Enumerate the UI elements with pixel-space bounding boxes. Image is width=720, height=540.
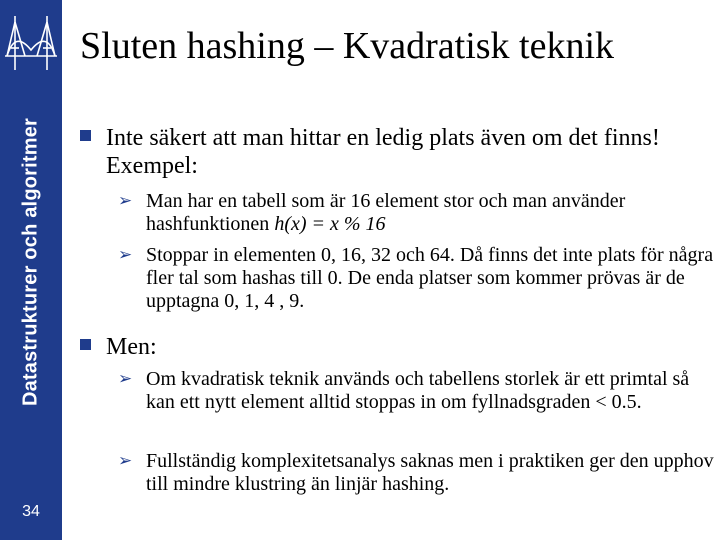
arrow-bullet-icon: ➢ bbox=[118, 191, 133, 211]
arrow-bullet-icon: ➢ bbox=[118, 451, 133, 471]
bullet-marker-icon bbox=[80, 339, 91, 350]
arrow-bullet-icon: ➢ bbox=[118, 369, 133, 389]
slide-title: Sluten hashing – Kvadratisk teknik bbox=[80, 25, 615, 67]
course-title: Datastrukturer och algoritmer bbox=[19, 117, 42, 407]
sub-bullet-item bbox=[118, 368, 718, 414]
arrow-bullet-icon: ➢ bbox=[118, 245, 133, 265]
sub-bullet-item bbox=[118, 244, 718, 313]
sub-bullet-text: Stoppar in elementen 0, 16, 32 och 64. Då finns det inte plats för några fler tal som hashas till 0. De enda platser som kommer prövas är de upptagna 0, 1, 4 , 9. bbox=[146, 244, 714, 312]
sub-bullet-item bbox=[118, 450, 718, 496]
bullet-marker-icon bbox=[80, 130, 91, 141]
bullet-text: Men: bbox=[106, 334, 157, 360]
bullet-text: Inte säkert att man hittar en ledig plats även om det finns! Exempel: bbox=[106, 125, 660, 179]
sidebar bbox=[0, 0, 62, 540]
sub-bullet-text: Man har en tabell som är 16 element stor och man använder hashfunktionen h(x) = x % 16 bbox=[146, 190, 626, 235]
sub-bullet-text: Fullständig komplexitetsanalys saknas men i praktiken ger den upphov till mindre klustring än linjär hashing. bbox=[146, 450, 714, 495]
bridge-logo-icon bbox=[5, 10, 57, 76]
bullet-item bbox=[80, 333, 700, 361]
bullet-item bbox=[80, 124, 700, 180]
sub-bullet-text: Om kvadratisk teknik används och tabellens storlek är ett primtal så kan ett nytt element alltid stoppas in om fyllnadsgraden < 0.5. bbox=[146, 368, 690, 413]
page-number: 34 bbox=[22, 503, 40, 520]
hash-formula: h(x) = x % 16 bbox=[274, 213, 386, 235]
sub-bullet-item bbox=[118, 190, 718, 236]
